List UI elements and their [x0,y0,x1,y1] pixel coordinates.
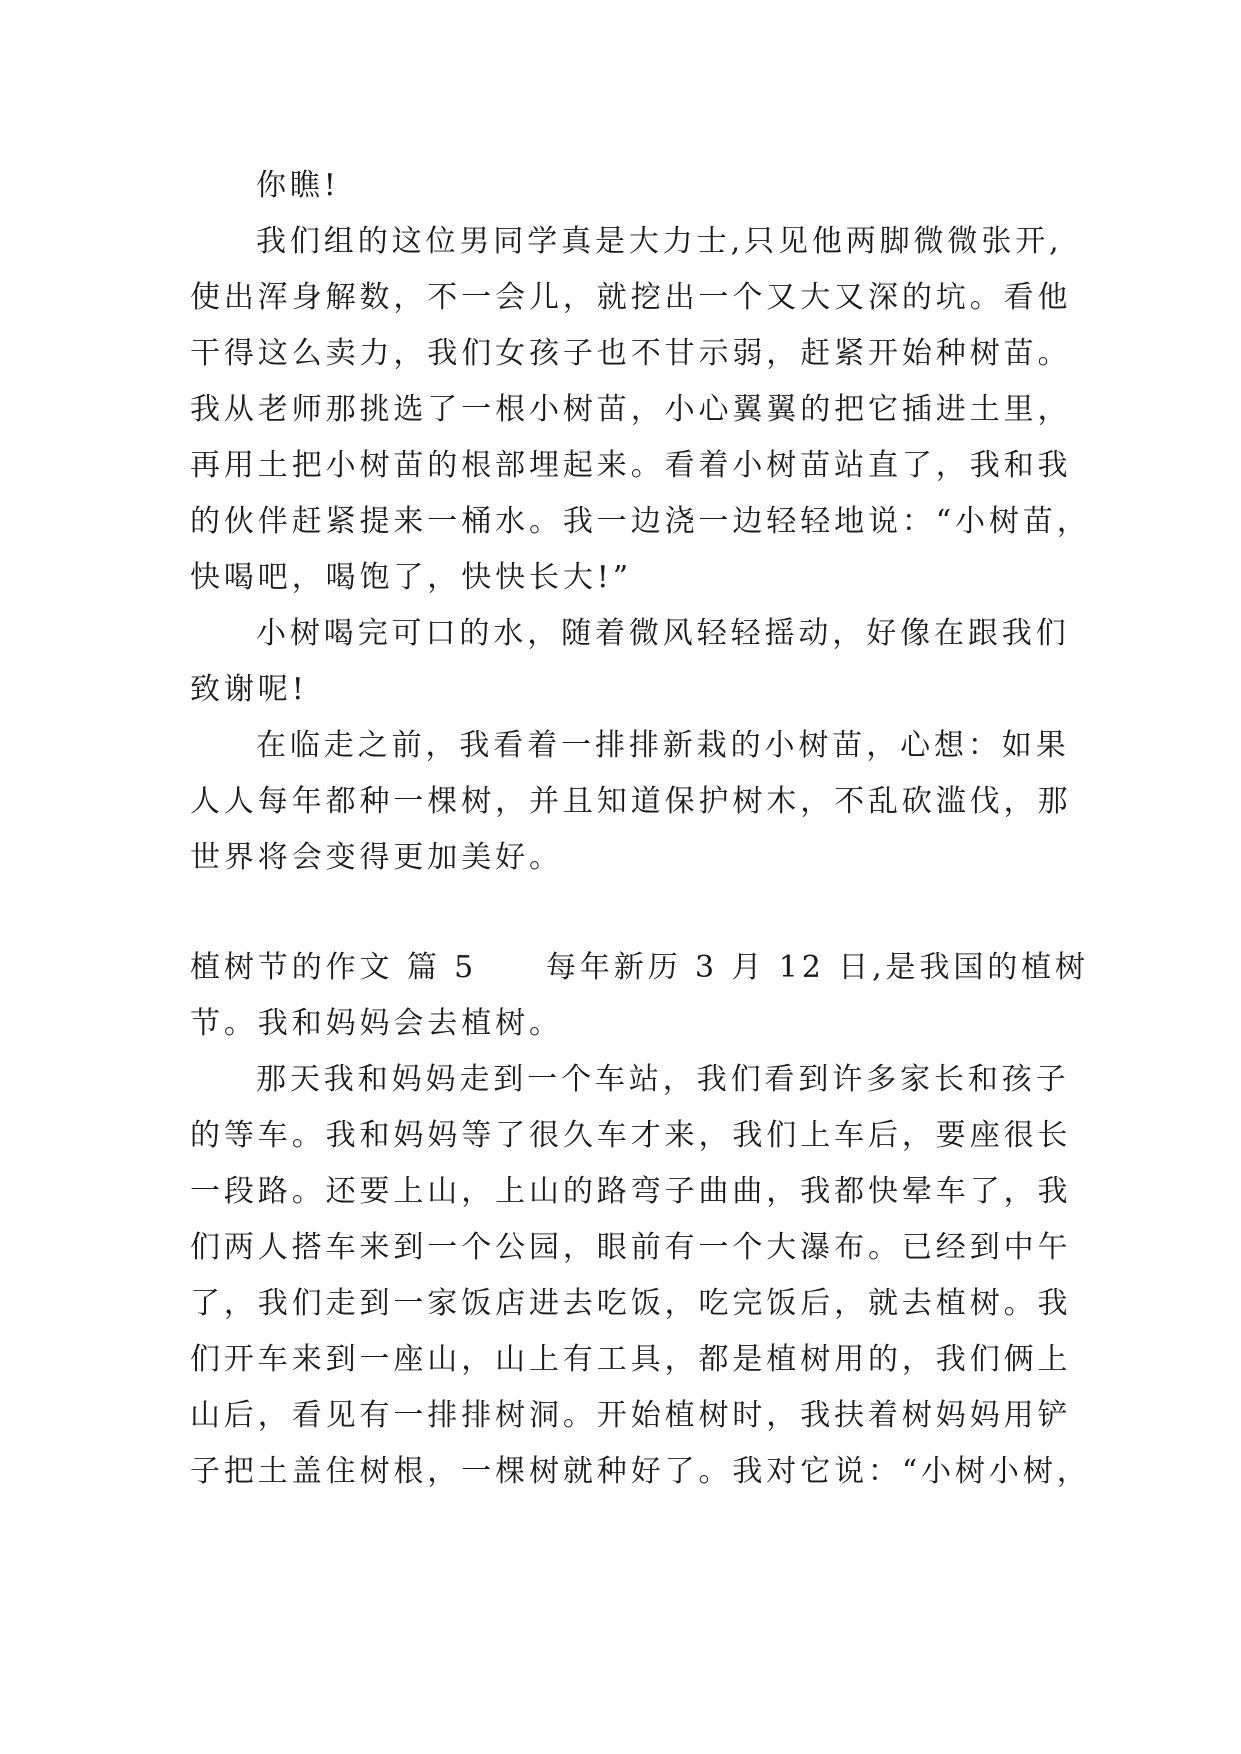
paragraph-line: 节。我和妈妈会去植树。 [190,1006,563,1041]
paragraph-line: 干得这么卖力，我们女孩子也不甘示弱，赶紧开始种树苗。 [190,336,1072,371]
paragraph-line: 的等车。我和妈妈等了很久车才来，我们上车后，要座很长 [190,1118,1072,1153]
paragraph-line: 我从老师那挑选了一根小树苗，小心翼翼的把它插进土里， [190,392,1072,427]
paragraph-line: 再用土把小树苗的根部埋起来。看着小树苗站直了，我和我 [190,448,1072,483]
paragraph-line: 每年新历 3 月 12 日,是我国的植树 [546,950,1089,985]
paragraph-line: 使出浑身解数，不一会儿，就挖出一个又大又深的坑。看他 [190,280,1072,315]
paragraph-line: 了，我们走到一家饭店进去吃饭，吃完饭后，就去植树。我 [190,1286,1072,1321]
paragraph-line: 人人每年都种一棵树，并且知道保护树木，不乱砍滥伐，那 [190,784,1072,819]
paragraph-line: 们开车来到一座山，山上有工具，都是植树用的，我们俩上 [190,1342,1072,1377]
paragraph-line: 山后，看见有一排排树洞。开始植树时，我扶着树妈妈用铲 [190,1398,1072,1433]
paragraph-line: 一段路。还要上山，上山的路弯子曲曲，我都快晕车了，我 [190,1174,1072,1209]
paragraph-line: 们两人搭车来到一个公园，眼前有一个大瀑布。已经到中午 [190,1230,1072,1265]
paragraph-line: 你瞧! [256,168,340,203]
paragraph-line: 致谢呢! [190,672,308,707]
paragraph-line: 小树喝完可口的水，随着微风轻轻摇动，好像在跟我们 [256,616,1070,651]
paragraph-line: 在临走之前，我看着一排排新栽的小树苗，心想：如果 [256,728,1070,763]
paragraph-line: 快喝吧，喝饱了，快快长大!” [190,560,632,595]
paragraph-line: 那天我和妈妈走到一个车站，我们看到许多家长和孩子 [256,1062,1070,1097]
paragraph-line: 子把土盖住树根，一棵树就种好了。我对它说：“小树小树， [190,1454,1091,1489]
paragraph-line: 我们组的这位男同学真是大力士,只见他两脚微微张开, [256,224,1063,259]
section-title: 植树节的作文 篇 5 [190,950,478,985]
paragraph-line: 世界将会变得更加美好。 [190,840,563,875]
paragraph-line: 的伙伴赶紧提来一桶水。我一边浇一边轻轻地说：“小树苗， [190,504,1091,539]
